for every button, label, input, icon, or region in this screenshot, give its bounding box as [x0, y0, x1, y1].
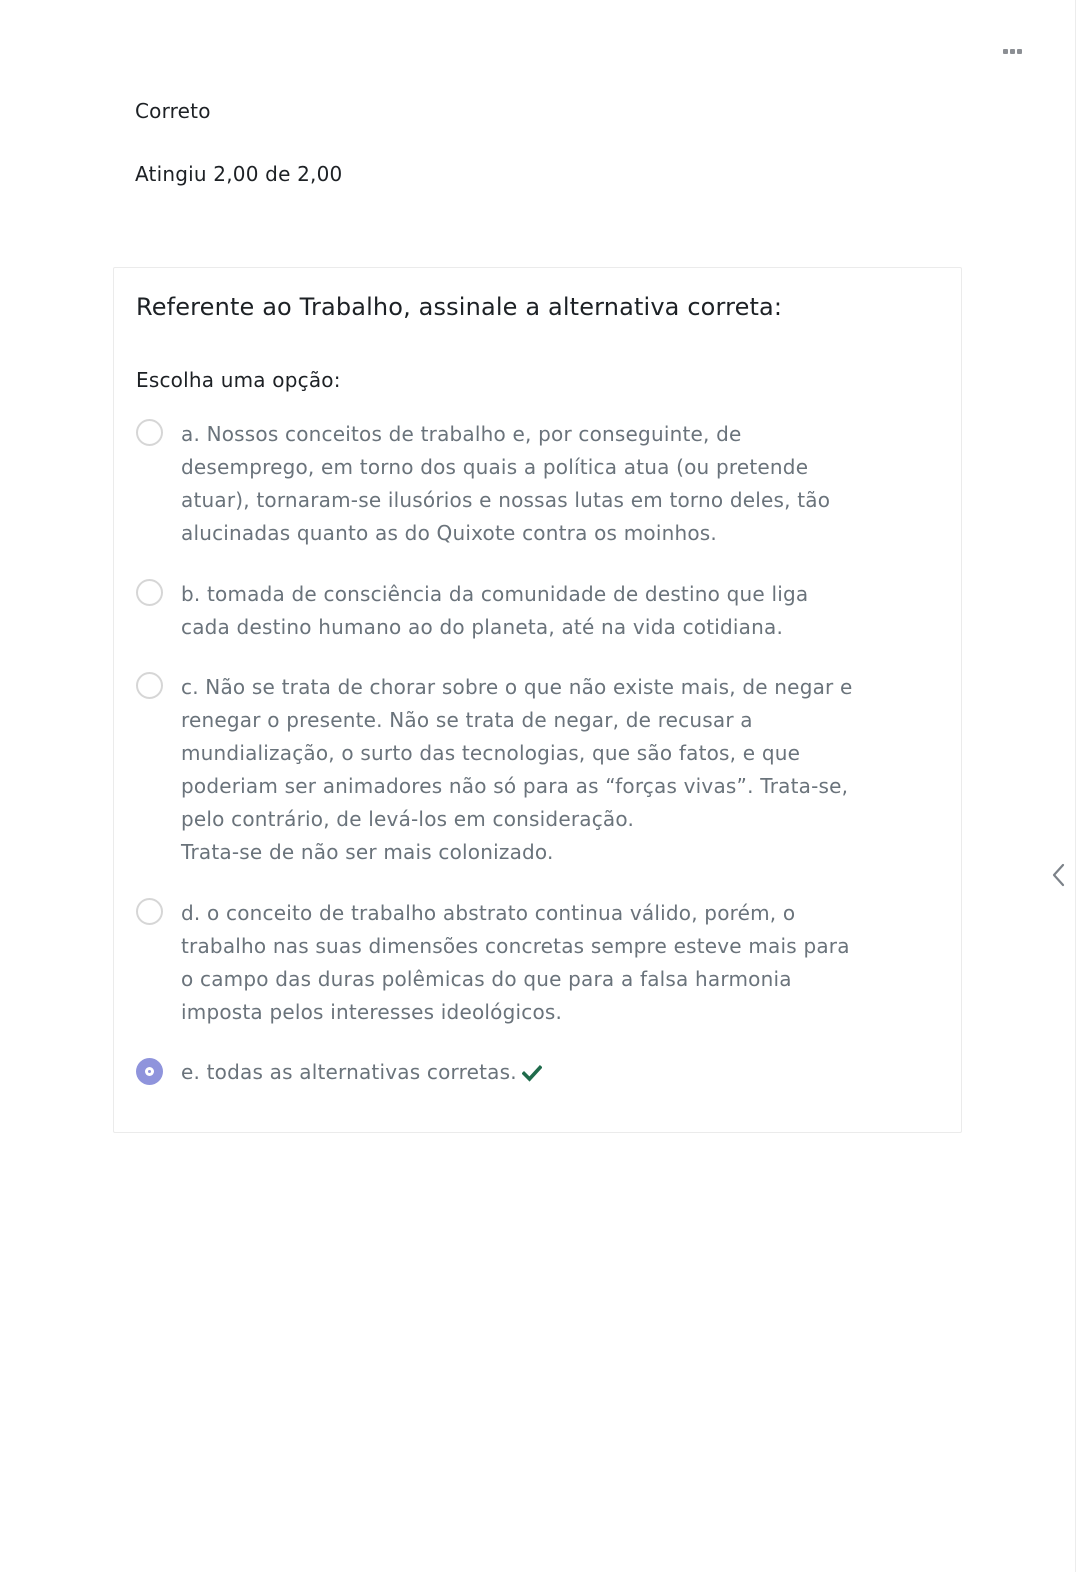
option-line: c. Não se trata de chorar sobre o que não existe mais, de negar e	[181, 675, 853, 699]
answer-option-a[interactable]	[136, 418, 876, 550]
answer-option-c[interactable]	[136, 671, 876, 869]
option-line: alucinadas quanto as do Quixote contra os moinhos.	[181, 521, 717, 545]
option-line: trabalho nas suas dimensões concretas sempre esteve mais para	[181, 934, 850, 958]
option-line: poderiam ser animadores não só para as “forças vivas”. Trata-se,	[181, 774, 849, 798]
check-icon	[522, 1064, 542, 1082]
answer-option-c-label	[181, 671, 871, 869]
option-line: e. todas as alternativas corretas.	[181, 1060, 517, 1084]
option-line: mundialização, o surto das tecnologias, que são fatos, e que	[181, 741, 801, 765]
answer-option-b[interactable]	[136, 578, 876, 644]
answer-prompt: Escolha uma opção:	[136, 368, 341, 392]
radio-button-b[interactable]	[136, 579, 163, 606]
option-line: o campo das duras polêmicas do que para a falsa harmonia	[181, 967, 792, 991]
option-line: atuar), tornaram-se ilusórios e nossas lutas em torno deles, tão	[181, 488, 831, 512]
option-line: b. tomada de consciência da comunidade de destino que liga	[181, 582, 809, 606]
answer-option-d-label	[181, 897, 871, 1029]
option-line: renegar o presente. Não se trata de negar, de recusar a	[181, 708, 753, 732]
option-line: pelo contrário, de levá-los em consideração.	[181, 807, 635, 831]
radio-button-a[interactable]	[136, 419, 163, 446]
chevron-left-icon[interactable]	[1048, 862, 1070, 888]
more-options-button[interactable]	[998, 38, 1026, 64]
option-line: imposta pelos interesses ideológicos.	[181, 1000, 563, 1024]
option-line: Trata-se de não ser mais colonizado.	[181, 840, 554, 864]
more-dot	[1010, 49, 1015, 54]
radio-selected-dot	[145, 1067, 154, 1076]
radio-button-e[interactable]	[136, 1058, 163, 1085]
option-line: a. Nossos conceitos de trabalho e, por conseguinte, de	[181, 422, 742, 446]
answer-option-a-label	[181, 418, 871, 550]
radio-button-c[interactable]	[136, 672, 163, 699]
answer-option-d[interactable]	[136, 897, 876, 1029]
radio-button-d[interactable]	[136, 898, 163, 925]
option-line: cada destino humano ao do planeta, até na vida cotidiana.	[181, 615, 784, 639]
option-line: d. o conceito de trabalho abstrato continua válido, porém, o	[181, 901, 796, 925]
question-grade: Atingiu 2,00 de 2,00	[135, 162, 343, 186]
answer-option-e[interactable]	[136, 1056, 876, 1089]
question-text: Referente ao Trabalho, assinale a alternativa correta:	[136, 293, 783, 321]
question-status: Correto	[135, 99, 211, 123]
more-horizontal-icon	[1003, 49, 1008, 54]
page-edge-divider	[1075, 0, 1076, 1572]
option-line: desemprego, em torno dos quais a política atua (ou pretende	[181, 455, 809, 479]
answer-option-b-label	[181, 578, 871, 644]
more-dot	[1017, 49, 1022, 54]
